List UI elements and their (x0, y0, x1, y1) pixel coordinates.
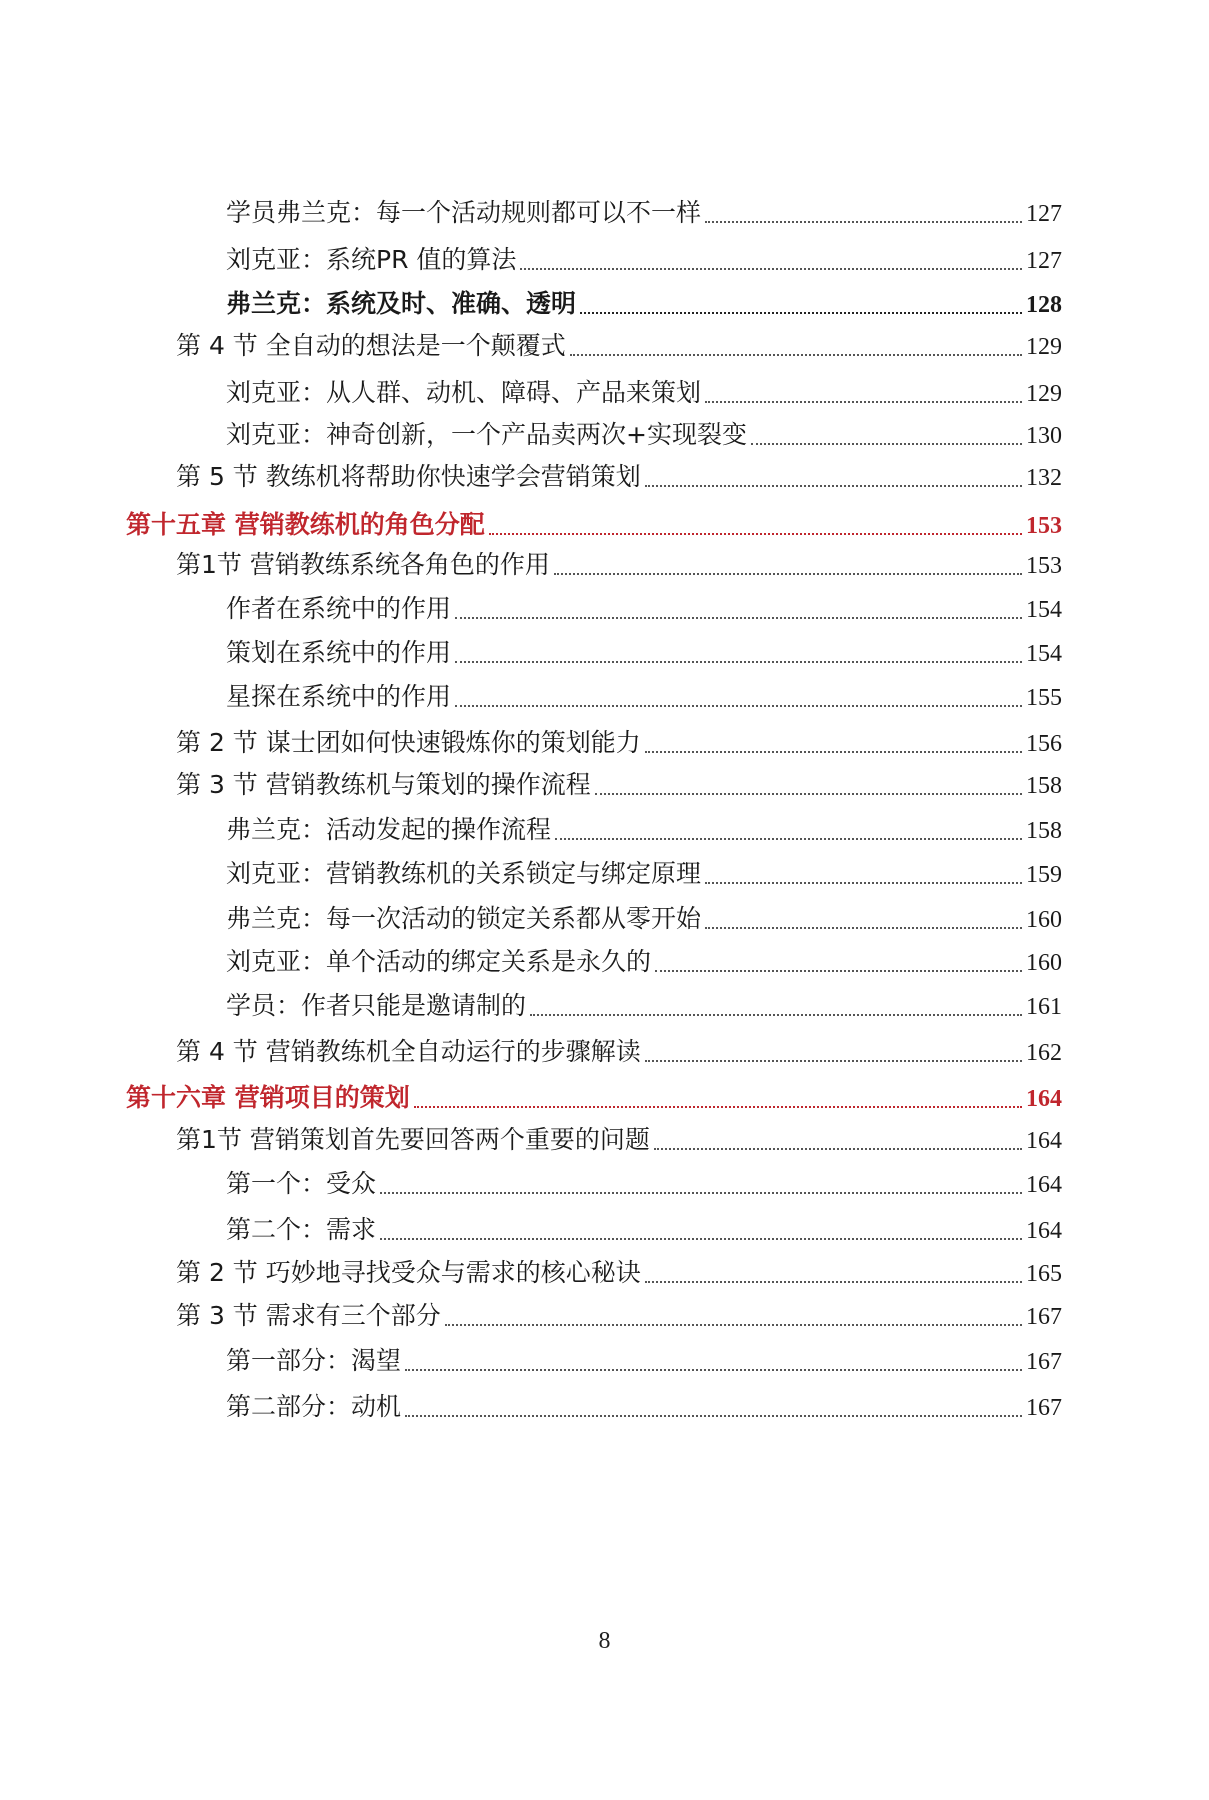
toc-entry-page-number: 130 (1026, 423, 1062, 449)
toc-entry-page-number: 158 (1026, 773, 1062, 799)
toc-chapter-entry[interactable] (126, 508, 1062, 543)
toc-entry-page-number: 164 (1026, 1172, 1062, 1198)
toc-leader-dots (414, 1105, 1022, 1108)
toc-entry-page-number: 132 (1026, 465, 1062, 491)
toc-entry-label: 刘克亚：单个活动的绑定关系是永久的 (226, 947, 652, 976)
toc-entry-label: 第1节 营销策划首先要回答两个重要的问题 (176, 1125, 650, 1154)
toc-entry-page-number: 127 (1026, 248, 1062, 274)
toc-entry-label: 第 4 节 营销教练机全自动运行的步骤解读 (176, 1037, 641, 1066)
toc-entry-label: 第二部分：动机 (226, 1392, 402, 1421)
toc-leader-dots (705, 220, 1022, 223)
toc-section-entry[interactable] (176, 1299, 1062, 1334)
toc-entry-label: 第 2 节 巧妙地寻找受众与需求的核心秘诀 (176, 1258, 641, 1287)
toc-entry-label: 第二个：需求 (226, 1215, 377, 1244)
toc-entry-label: 弗兰克：活动发起的操作流程 (226, 815, 552, 844)
toc-entry-page-number: 154 (1026, 641, 1062, 667)
toc-subsection-entry[interactable] (226, 196, 1062, 231)
toc-entry-page-number: 164 (1026, 1128, 1062, 1154)
toc-subsection-entry[interactable] (226, 813, 1062, 848)
toc-leader-dots (654, 1147, 1022, 1150)
toc-entry-page-number: 167 (1026, 1395, 1062, 1421)
toc-leader-dots (455, 704, 1022, 707)
toc-leader-dots (705, 926, 1022, 929)
toc-leader-dots (530, 1013, 1022, 1016)
toc-section-entry[interactable] (176, 1035, 1062, 1070)
toc-entry-label: 刘克亚：从人群、动机、障碍、产品来策划 (226, 378, 702, 407)
toc-entry-label: 第 2 节 谋士团如何快速锻炼你的策划能力 (176, 728, 641, 757)
toc-entry-label: 刘克亚：营销教练机的关系锁定与绑定原理 (226, 859, 702, 888)
toc-leader-dots (751, 442, 1022, 445)
toc-subsection-entry[interactable] (226, 857, 1062, 892)
toc-entry-label: 第十五章 营销教练机的角色分配 (126, 510, 485, 539)
toc-entry-label: 第 4 节 全自动的想法是一个颠覆式 (176, 331, 566, 360)
toc-leader-dots (645, 750, 1022, 753)
toc-subsection-entry[interactable] (226, 1213, 1062, 1248)
toc-subsection-entry[interactable] (226, 1167, 1062, 1202)
page-number: 8 (598, 1628, 611, 1654)
toc-entry-label: 学员弗兰克：每一个活动规则都可以不一样 (226, 198, 702, 227)
toc-entry-page-number: 129 (1026, 334, 1062, 360)
toc-entry-page-number: 167 (1026, 1349, 1062, 1375)
toc-leader-dots (705, 400, 1022, 403)
toc-leader-dots (645, 1280, 1022, 1283)
toc-entry-page-number: 164 (1026, 1218, 1062, 1244)
toc-leader-dots (489, 532, 1022, 535)
toc-entry-label: 策划在系统中的作用 (226, 638, 452, 667)
toc-entry-page-number: 128 (1026, 292, 1062, 318)
toc-leader-dots (655, 969, 1022, 972)
toc-entry-label: 刘克亚：系统PR 值的算法 (226, 245, 517, 274)
toc-section-entry[interactable] (176, 726, 1062, 761)
toc-entry-page-number: 161 (1026, 994, 1062, 1020)
toc-subsection-entry[interactable] (226, 418, 1062, 453)
toc-chapter-entry[interactable] (126, 1081, 1062, 1116)
toc-leader-dots (445, 1323, 1022, 1326)
toc-entry-page-number: 156 (1026, 731, 1062, 757)
toc-subsection-entry[interactable] (226, 592, 1062, 627)
toc-entry-page-number: 160 (1026, 907, 1062, 933)
toc-entry-page-number: 153 (1026, 513, 1062, 539)
toc-entry-label: 星探在系统中的作用 (226, 682, 452, 711)
toc-entry-label: 第 3 节 需求有三个部分 (176, 1301, 441, 1330)
toc-entry-label: 第十六章 营销项目的策划 (126, 1083, 410, 1112)
toc-entry-page-number: 165 (1026, 1261, 1062, 1287)
toc-subsection-entry[interactable] (226, 243, 1062, 278)
toc-leader-dots (405, 1414, 1022, 1417)
toc-entry-label: 弗兰克：每一次活动的锁定关系都从零开始 (226, 904, 702, 933)
toc-section-entry[interactable] (176, 548, 1062, 583)
toc-section-entry[interactable] (176, 460, 1062, 495)
toc-entry-page-number: 167 (1026, 1304, 1062, 1330)
toc-entry-page-number: 154 (1026, 597, 1062, 623)
toc-entry-label: 刘克亚：神奇创新，一个产品卖两次+实现裂变 (226, 420, 747, 449)
toc-section-entry[interactable] (176, 1123, 1062, 1158)
toc-subsection-entry[interactable] (226, 1390, 1062, 1425)
toc-entry-label: 第1节 营销教练系统各角色的作用 (176, 550, 550, 579)
toc-leader-dots (705, 881, 1022, 884)
toc-leader-dots (554, 572, 1022, 575)
toc-leader-dots (455, 616, 1022, 619)
toc-entry-label: 弗兰克：系统及时、准确、透明 (226, 289, 577, 318)
toc-entry-label: 作者在系统中的作用 (226, 594, 452, 623)
toc-subsection-entry[interactable] (226, 287, 1062, 322)
toc-entry-label: 第 5 节 教练机将帮助你快速学会营销策划 (176, 462, 641, 491)
toc-entry-label: 第一个：受众 (226, 1169, 377, 1198)
toc-subsection-entry[interactable] (226, 680, 1062, 715)
toc-entry-page-number: 160 (1026, 950, 1062, 976)
toc-subsection-entry[interactable] (226, 989, 1062, 1024)
toc-leader-dots (580, 311, 1022, 314)
toc-leader-dots (405, 1368, 1022, 1371)
toc-entry-page-number: 127 (1026, 201, 1062, 227)
toc-entry-page-number: 164 (1026, 1086, 1062, 1112)
toc-section-entry[interactable] (176, 1256, 1062, 1291)
toc-leader-dots (455, 660, 1022, 663)
toc-entry-page-number: 162 (1026, 1040, 1062, 1066)
toc-subsection-entry[interactable] (226, 945, 1062, 980)
toc-subsection-entry[interactable] (226, 636, 1062, 671)
toc-leader-dots (570, 353, 1022, 356)
toc-entry-label: 第一部分：渴望 (226, 1346, 402, 1375)
toc-subsection-entry[interactable] (226, 376, 1062, 411)
toc-entry-page-number: 158 (1026, 818, 1062, 844)
toc-subsection-entry[interactable] (226, 1344, 1062, 1379)
toc-leader-dots (645, 484, 1022, 487)
toc-leader-dots (520, 267, 1022, 270)
toc-leader-dots (555, 837, 1022, 840)
toc-entry-page-number: 155 (1026, 685, 1062, 711)
toc-entry-page-number: 153 (1026, 553, 1062, 579)
toc-leader-dots (380, 1191, 1022, 1194)
toc-entry-page-number: 159 (1026, 862, 1062, 888)
toc-section-entry[interactable] (176, 768, 1062, 803)
toc-subsection-entry[interactable] (226, 902, 1062, 937)
toc-leader-dots (380, 1237, 1022, 1240)
toc-entry-label: 第 3 节 营销教练机与策划的操作流程 (176, 770, 591, 799)
toc-leader-dots (645, 1059, 1022, 1062)
toc-entry-label: 学员：作者只能是邀请制的 (226, 991, 527, 1020)
toc-leader-dots (595, 792, 1022, 795)
toc-entry-page-number: 129 (1026, 381, 1062, 407)
toc-section-entry[interactable] (176, 329, 1062, 364)
